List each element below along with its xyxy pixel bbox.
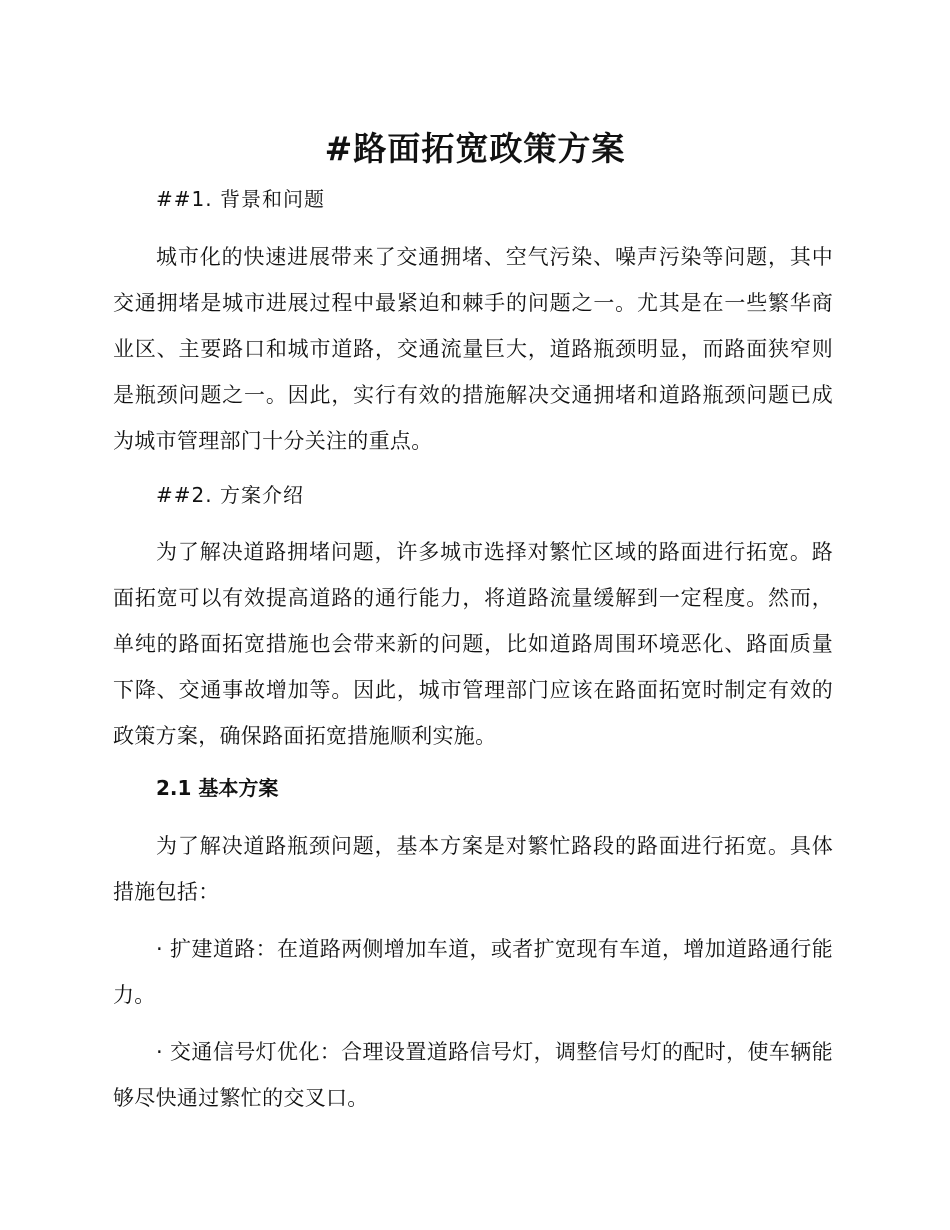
bullet-item-road-expansion: · 扩建道路：在道路两侧增加车道，或者扩宽现有车道，增加道路通行能力。	[113, 937, 833, 1007]
section-2-1-paragraph: 为了解决道路瓶颈问题，基本方案是对繁忙路段的路面进行拓宽。具体措施包括：	[113, 834, 833, 904]
section-2-paragraph: 为了解决道路拥堵问题，许多城市选择对繁忙区域的路面进行拓宽。路面拓宽可以有效提高道路的通行能力，将道路流量缓解到一定程度。然而，单纯的路面拓宽措施也会带来新的问题，比如道路周围环境恶化、路面质量下降、交通事故增加等。因此，城市管理部门应该在路面拓宽时制定有效的政策方案，确保路面拓宽措施顺利实施。	[113, 540, 833, 748]
section-1-paragraph: 城市化的快速进展带来了交通拥堵、空气污染、噪声污染等问题，其中交通拥堵是城市进展过程中最紧迫和棘手的问题之一。尤其是在一些繁华商业区、主要路口和城市道路，交通流量巨大，道路瓶颈明显，而路面狭窄则是瓶颈问题之一。因此，实行有效的措施解决交通拥堵和道路瓶颈问题已成为城市管理部门十分关注的重点。	[113, 245, 833, 453]
bullet-item-signal-optimization: · 交通信号灯优化：合理设置道路信号灯，调整信号灯的配时，使车辆能够尽快通过繁忙的交叉口。	[113, 1040, 833, 1110]
section-2-heading: ##2. 方案介绍	[156, 483, 304, 507]
section-2-1-heading: 2.1 基本方案	[156, 776, 279, 800]
document-title: #路面拓宽政策方案	[324, 129, 626, 168]
section-1-heading: ##1. 背景和问题	[156, 187, 325, 211]
